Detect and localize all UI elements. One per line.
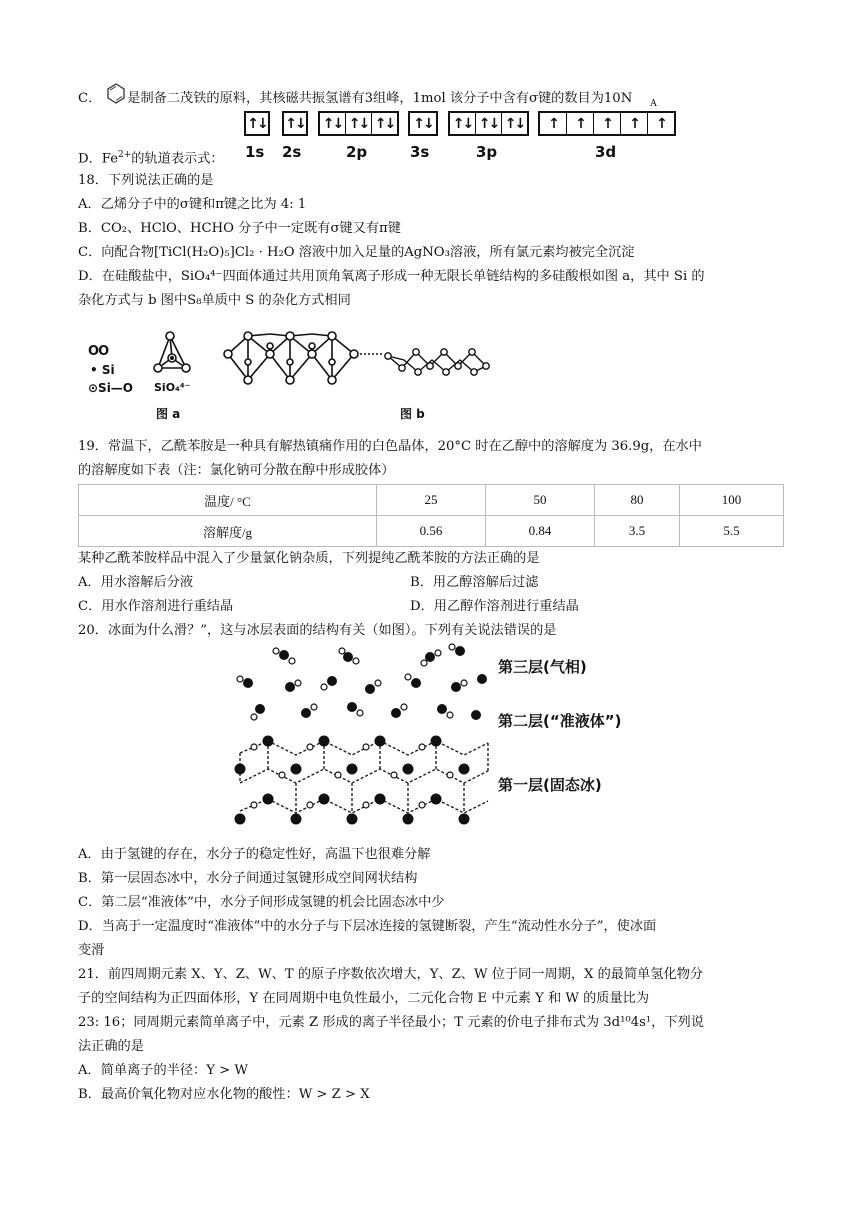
layer3-label: 第三层(气相) (498, 658, 587, 676)
q21-stem-line1: 21．前四周期元素 X、Y、Z、W、T 的原子序数依次增大，Y、Z、W 位于同一周期，X 的最简单氢化物分 (78, 967, 704, 982)
table-cell: 50 (486, 485, 595, 516)
figure-b-caption: 图 b (400, 407, 425, 421)
q21-stem-line3: 23: 16；同周期元素简单离子中，元素 Z 形成的离子半径最小；T 元素的价电子排布式为 3d¹⁰4s¹，下列说 (78, 1015, 704, 1030)
q20-option-c: C．第二层“准液体”中，水分子间形成氢键的机会比固态冰中少 (78, 895, 445, 910)
orbital-box-1s: ↑↓ (244, 111, 270, 136)
table-cell: 100 (680, 485, 784, 516)
q19-stem-line1: 19．常温下，乙酰苯胺是一种具有解热镇痛作用的白色晶体，20°C 时在乙醇中的溶解度为 36.9g，在水中 (78, 439, 702, 454)
q21-stem-line4: 法正确的是 (78, 1039, 144, 1054)
table-head-temp: 温度/ °C (79, 485, 377, 516)
orbital-label-2p: 2p (346, 143, 368, 161)
ice-surface-diagram (220, 643, 500, 833)
q18-option-c: C．向配合物[TiCl(H₂O)₅]Cl₂ · H₂O 溶液中加入足量的AgNO₃溶液，所有氯元素均被完全沉淀 (78, 245, 635, 260)
q18-option-a: A．乙烯分子中的σ键和π键之比为 4: 1 (78, 197, 307, 212)
q20-stem: 20．冰面为什么滑？”，这与冰层表面的结构有关（如图）。下列有关说法错误的是 (78, 623, 557, 638)
q19-option-d: D．用乙醇作溶剂进行重结晶 (410, 599, 579, 614)
q18-option-d-line2: 杂化方式与 b 图中S₈单质中 S 的杂化方式相同 (78, 293, 351, 308)
q21-option-a: A．简单离子的半径：Y > W (78, 1063, 248, 1078)
q18-option-b: B．CO₂、HClO、HCHO 分子中一定既有σ键又有π键 (78, 221, 401, 236)
cyclopentadiene-ring-icon (105, 82, 127, 104)
q19-option-a: A．用水溶解后分液 (78, 575, 194, 590)
q21-option-b: B．最高价氧化物对应水化物的酸性：W > Z > X (78, 1087, 370, 1102)
orbital-box-3d: ↑ ↑ ↑ ↑ ↑ (538, 111, 676, 136)
table-cell: 25 (377, 485, 486, 516)
q19-stem-line2: 的溶解度如下表（注：氯化钠可分散在醇中形成胶体） (78, 463, 395, 478)
orbital-label-3d: 3d (595, 143, 617, 161)
solubility-table (78, 484, 784, 547)
table-cell: 80 (595, 485, 680, 516)
table-cell: 5.5 (680, 516, 784, 547)
orbital-label-3s: 3s (410, 143, 430, 161)
q17-option-d: D．$Fe^{2+}$的轨道表示式： (78, 150, 224, 167)
silicate-chain-diagram (88, 322, 508, 402)
q20-option-a: A．由于氢键的存在，水分子的稳定性好，高温下也很难分解 (78, 847, 431, 862)
q20-option-d-line1: D．当高于一定温度时“准液体”中的水分子与下层冰连接的氢键断裂，产生“流动性水分子”，使冰面 (78, 919, 657, 934)
table-row (79, 516, 784, 547)
orbital-box-3s: ↑↓ (408, 111, 438, 136)
layer2-label: 第二层(“准液体”) (498, 712, 622, 730)
legend-si: • Si (90, 363, 115, 377)
orbital-box-3p: ↑↓ ↑↓ ↑↓ (448, 111, 529, 136)
q20-option-b: B．第一层固态冰中，水分子间通过氢键形成空间网状结构 (78, 871, 418, 886)
table-cell: 0.84 (486, 516, 595, 547)
q21-stem-line2: 子的空间结构为正四面体形，Y 在同周期中电负性最小，二元化合物 E 中元素 Y 和 W 的质量比为 (78, 991, 650, 1006)
orbital-label-3p: 3p (476, 143, 498, 161)
table-cell: 0.56 (377, 516, 486, 547)
table-head-solubility: 溶解度/g (79, 516, 377, 547)
q18-stem: 18．下列说法正确的是 (78, 173, 214, 188)
q19-option-b: B．用乙醇溶解后过滤 (410, 575, 539, 590)
figure-a-caption: 图 a (156, 407, 181, 421)
q19-option-c: C．用水作溶剂进行重结晶 (78, 599, 234, 614)
legend-si-o: ⊙Si—O (88, 381, 134, 395)
layer1-label: 第一层(固态冰) (498, 776, 602, 794)
orbital-box-2p: ↑↓ ↑↓ ↑↓ (318, 111, 399, 136)
orbital-box-2s: ↑↓ (282, 111, 308, 136)
q18-option-d-line1: D．在硅酸盐中，SiO₄⁴⁻四面体通过共用顶角氧离子形成一种无限长单链结构的多硅酸根如图 a，其中 Si 的 (78, 269, 705, 284)
q17-option-c: C． 是制备二茂铁的原料，其核磁共振氢谱有3组峰，1mol 该分子中含有σ键的数目为10N $_A$ (78, 82, 657, 114)
q19-question: 某种乙酰苯胺样品中混入了少量氯化钠杂质，下列提纯乙酰苯胺的方法正确的是 (78, 551, 540, 566)
silicate-figure (88, 322, 508, 422)
legend-sio4: SiO₄⁴⁻ (154, 381, 191, 394)
table-cell: 3.5 (595, 516, 680, 547)
q20-option-d-line2: 变滑 (78, 943, 105, 958)
table-row (79, 485, 784, 516)
orbital-label-2s: 2s (282, 143, 302, 161)
legend-oxygen: OO (88, 344, 109, 359)
orbital-label-1s: 1s (245, 143, 265, 161)
